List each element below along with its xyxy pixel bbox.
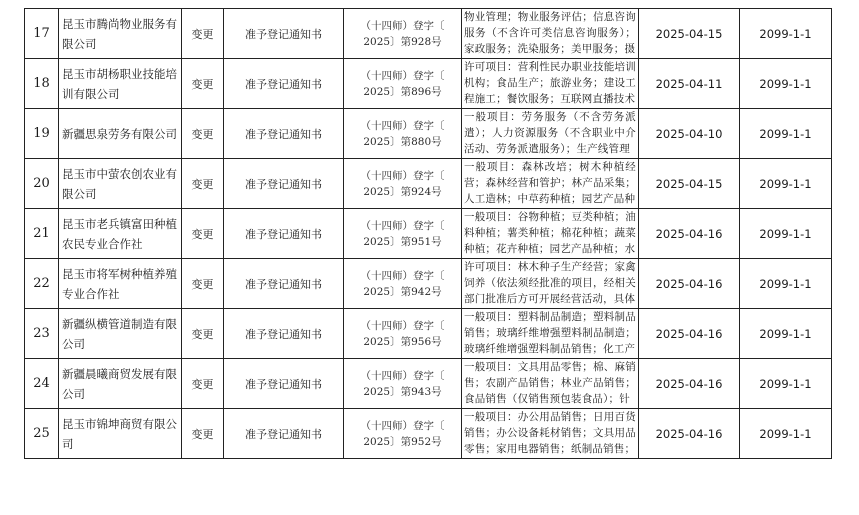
change-type: 变更 (182, 359, 224, 409)
validity-end-date: 2099-1-1 (740, 359, 832, 409)
validity-end-date: 2099-1-1 (740, 9, 832, 59)
registration-date: 2025-04-16 (639, 359, 740, 409)
business-scope: 一般项目：劳务服务（不含劳务派遣）；人力资源服务（不含职业中介活动、劳务派遣服务）；生产线管理 (462, 109, 639, 159)
validity-end-date: 2099-1-1 (740, 309, 832, 359)
notice-type: 准予登记通知书 (224, 59, 344, 109)
company-name: 新疆纵横管道制造有限公司 (59, 309, 182, 359)
company-name: 昆玉市中萤农创农业有限公司 (59, 159, 182, 209)
change-type: 变更 (182, 209, 224, 259)
table-row (25, 309, 832, 359)
change-type: 变更 (182, 409, 224, 459)
business-scope: 一般项目：文具用品零售；棉、麻销售；农副产品销售；林业产品销售；食品销售（仅销售预包装食品）；针 (462, 359, 639, 409)
registration-date: 2025-04-16 (639, 409, 740, 459)
business-scope: 一般项目：谷物种植；豆类种植；油料种植；薯类种植；棉花种植；蔬菜种植；花卉种植；园艺产品种植；水 (462, 209, 639, 259)
change-type: 变更 (182, 59, 224, 109)
table-row (25, 109, 832, 159)
company-name: 昆玉市老兵镇富田种植农民专业合作社 (59, 209, 182, 259)
document-number: （十四师）登字〔 2025〕第943号 (344, 359, 462, 409)
row-number: 23 (25, 309, 59, 359)
validity-end-date: 2099-1-1 (740, 209, 832, 259)
registration-date: 2025-04-15 (639, 159, 740, 209)
change-type: 变更 (182, 109, 224, 159)
notice-type: 准予登记通知书 (224, 109, 344, 159)
row-number: 20 (25, 159, 59, 209)
company-name: 昆玉市锦坤商贸有限公司 (59, 409, 182, 459)
company-name: 昆玉市将军树种植养殖专业合作社 (59, 259, 182, 309)
notice-type: 准予登记通知书 (224, 209, 344, 259)
row-number: 24 (25, 359, 59, 409)
row-number: 17 (25, 9, 59, 59)
table-row (25, 159, 832, 209)
business-scope: 一般项目：塑料制品制造；塑料制品销售；玻璃纤维增强塑料制品制造；玻璃纤维增强塑料制品销售；化工产 (462, 309, 639, 359)
document-number: （十四师）登字〔 2025〕第952号 (344, 409, 462, 459)
document-number: （十四师）登字〔 2025〕第951号 (344, 209, 462, 259)
document-number: （十四师）登字〔 2025〕第880号 (344, 109, 462, 159)
change-type: 变更 (182, 259, 224, 309)
validity-end-date: 2099-1-1 (740, 159, 832, 209)
notice-type: 准予登记通知书 (224, 409, 344, 459)
business-scope: 许可项目：林木种子生产经营；家禽饲养（依法须经批准的项目，经相关部门批准后方可开展经营活动，具体 (462, 259, 639, 309)
document-number: （十四师）登字〔 2025〕第956号 (344, 309, 462, 359)
table-row (25, 259, 832, 309)
company-name: 昆玉市腾尚物业服务有限公司 (59, 9, 182, 59)
registration-date: 2025-04-10 (639, 109, 740, 159)
validity-end-date: 2099-1-1 (740, 109, 832, 159)
registration-date: 2025-04-11 (639, 59, 740, 109)
document-number: （十四师）登字〔 2025〕第896号 (344, 59, 462, 109)
validity-end-date: 2099-1-1 (740, 259, 832, 309)
company-name: 新疆晨曦商贸发展有限公司 (59, 359, 182, 409)
row-number: 21 (25, 209, 59, 259)
table-row (25, 209, 832, 259)
business-scope: 一般项目：森林改培；树木种植经营；森林经营和管护；林产品采集；人工造林；中草药种植；园艺产品种 (462, 159, 639, 209)
business-scope: 许可项目：营利性民办职业技能培训机构；食品生产；旅游业务；建设工程施工；餐饮服务；互联网直播技术 (462, 59, 639, 109)
document-number: （十四师）登字〔 2025〕第928号 (344, 9, 462, 59)
table-row (25, 359, 832, 409)
change-type: 变更 (182, 159, 224, 209)
notice-type: 准予登记通知书 (224, 309, 344, 359)
validity-end-date: 2099-1-1 (740, 59, 832, 109)
row-number: 25 (25, 409, 59, 459)
change-type: 变更 (182, 309, 224, 359)
validity-end-date: 2099-1-1 (740, 409, 832, 459)
company-name: 新疆思泉劳务有限公司 (59, 109, 182, 159)
change-type: 变更 (182, 9, 224, 59)
table-row (25, 59, 832, 109)
business-scope: 一般项目：办公用品销售；日用百货销售；办公设备耗材销售；文具用品零售；家用电器销售；纸制品销售； (462, 409, 639, 459)
document-number: （十四师）登字〔 2025〕第942号 (344, 259, 462, 309)
document-number: （十四师）登字〔 2025〕第924号 (344, 159, 462, 209)
notice-type: 准予登记通知书 (224, 359, 344, 409)
row-number: 22 (25, 259, 59, 309)
registration-date: 2025-04-16 (639, 309, 740, 359)
row-number: 18 (25, 59, 59, 109)
registration-date: 2025-04-16 (639, 209, 740, 259)
notice-type: 准予登记通知书 (224, 259, 344, 309)
table-row (25, 409, 832, 459)
company-name: 昆玉市胡杨职业技能培训有限公司 (59, 59, 182, 109)
notice-type: 准予登记通知书 (224, 159, 344, 209)
row-number: 19 (25, 109, 59, 159)
notice-type: 准予登记通知书 (224, 9, 344, 59)
registration-date: 2025-04-16 (639, 259, 740, 309)
registration-table (24, 8, 832, 459)
business-scope: 物业管理；物业服务评估；信息咨询服务（不含许可类信息咨询服务）；家政服务；洗染服务；美甲服务；摄 (462, 9, 639, 59)
registration-date: 2025-04-15 (639, 9, 740, 59)
table-row (25, 9, 832, 59)
